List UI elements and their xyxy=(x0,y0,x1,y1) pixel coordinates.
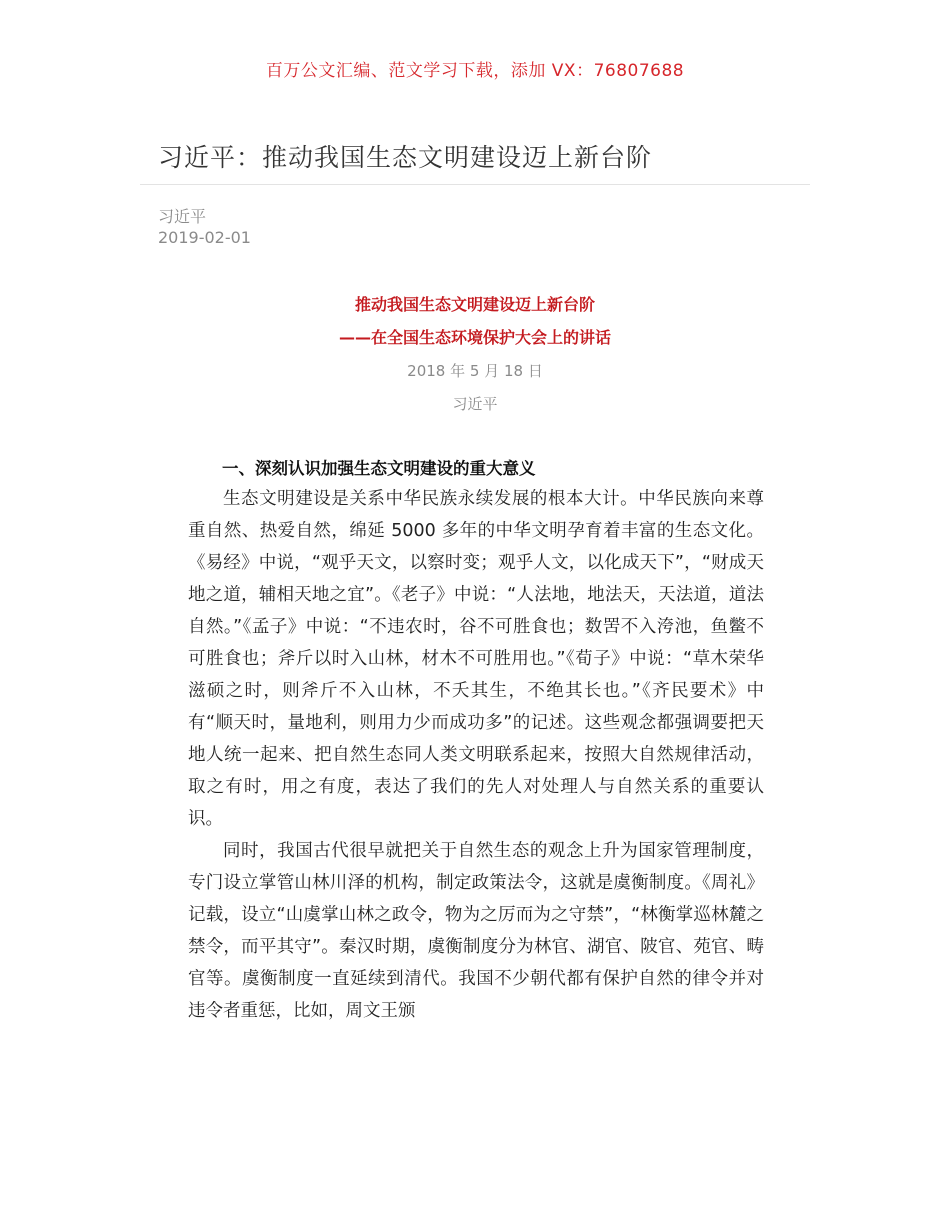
speech-subtitle: ——在全国生态环境保护大会上的讲话 xyxy=(338,328,611,347)
section-heading: 一、深刻认识加强生态文明建设的重大意义 xyxy=(222,459,536,478)
promo-banner: 百万公文汇编、范文学习下载，添加 VX：76807688 xyxy=(265,61,685,81)
article-author: 习近平 xyxy=(158,207,207,226)
speech-speaker: 习近平 xyxy=(452,395,498,413)
article-date: 2019-02-01 xyxy=(158,228,251,247)
article-body xyxy=(188,483,764,1027)
speech-date: 2018 年 5 月 18 日 xyxy=(407,362,543,380)
body-paragraph: 生态文明建设是关系中华民族永续发展的根本大计。中华民族向来尊重自然、热爱自然，绵延 5000 多年的中华文明孕育着丰富的生态文化。《易经》中说，“观乎天文，以察时变；观乎人文，以化成天下”，“财成天地之道，辅相天地之宜”。《老子》中说：“人法地，地法天，天法道，道法自然。”《孟子》中说：“不违农时，谷不可胜食也；数罟不入洿池，鱼鳖不可胜食也；斧斤以时入山林，材木不可胜用也。”《荀子》中说：“草木荣华滋硕之时，则斧斤不入山林，不夭其生，不绝其长也。”《齐民要术》中有“顺天时，量地利，则用力少而成功多”的记述。这些观念都强调要把天地人统一起来、把自然生态同人类文明联系起来，按照大自然规律活动，取之有时，用之有度，表达了我们的先人对处理人与自然关系的重要认识。 xyxy=(188,489,764,829)
body-paragraph: 同时，我国古代很早就把关于自然生态的观念上升为国家管理制度，专门设立掌管山林川泽的机构，制定政策法令，这就是虞衡制度。《周礼》记载，设立“山虞掌山林之政令，物为之厉而为之守禁”，“林衡掌巡林麓之禁令，而平其守”。秦汉时期，虞衡制度分为林官、湖官、陂官、苑官、畴官等。虞衡制度一直延续到清代。我国不少朝代都有保护自然的律令并对违令者重惩，比如，周文王颁 xyxy=(188,841,764,1021)
page-title: 习近平：推动我国生态文明建设迈上新台阶 xyxy=(158,143,653,172)
speech-title: 推动我国生态文明建设迈上新台阶 xyxy=(354,295,595,314)
title-divider xyxy=(140,184,810,185)
